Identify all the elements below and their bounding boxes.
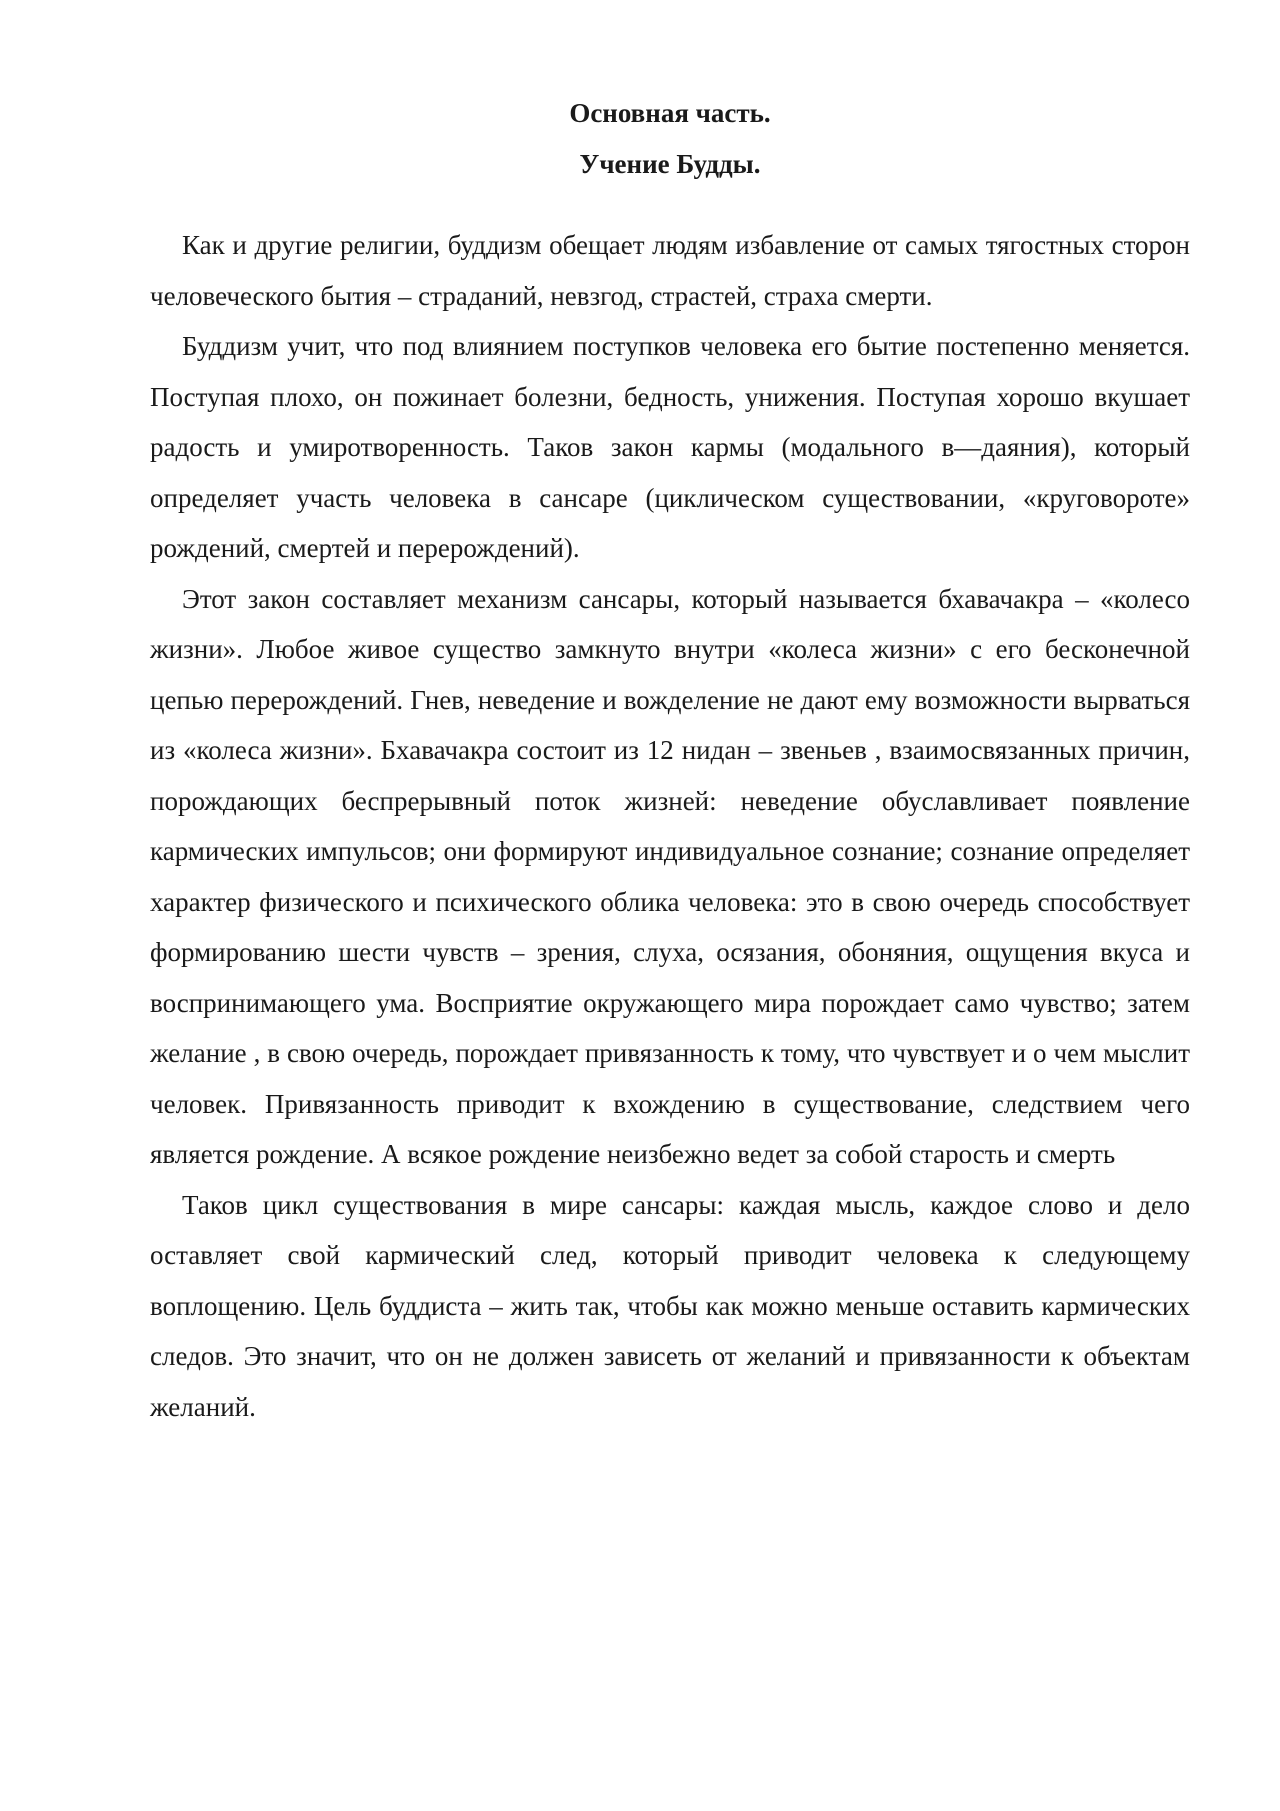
paragraph-3: Этот закон составляет механизм сансары, который называется бхавачакра – «колесо жизни». Любое живое существо замкнуто внутри «колеса жизни» с его бесконечной цепью перерождений. Гнев, неведение и вожделение не дают ему возможности вырваться из «колеса жизни». Бхавачакра состоит из 12 нидан – звеньев , взаимосвязанных причин, порождающих беспрерывный поток жизней: неведение обуславливает появление кармических импульсов; они формируют индивидуальное сознание; сознание определяет характер физического и психического облика человека: это в свою очередь способствует формированию шести чувств – зрения, слуха, осязания, обоняния, ощущения вкуса и воспринимающего ума. Восприятие окружающего мира порождает само чувство; затем желание , в свою очередь, порождает привязанность к тому, что чувствует и о чем мыслит человек. Привязанность приводит к вхождению в существование, следствием чего является рождение. А всякое рождение неизбежно ведет за собой старость и смерть (150, 583, 1190, 1169)
body-text (150, 220, 1190, 1432)
section-subheading: Учение Будды. (579, 149, 761, 179)
heading-block (150, 88, 1190, 190)
paragraph-4: Таков цикл существования в мире сансары: каждая мысль, каждое слово и дело оставляет свой кармический след, который приводит человека к следующему воплощению. Цель буддиста – жить так, чтобы как можно меньше оставить кармических следов. Это значит, что он не должен зависеть от желаний и привязанности к объектам желаний. (150, 1189, 1190, 1422)
section-heading: Основная часть. (569, 98, 771, 128)
paragraph-2: Буддизм учит, что под влиянием поступков человека его бытие постепенно меняется. Поступая плохо, он пожинает болезни, бедность, унижения. Поступая хорошо вкушает радость и умиротворенность. Таков закон кармы (модального в—даяния), который определяет участь человека в сансаре (циклическом существовании, «круговороте» рождений, смертей и перерождений). (150, 331, 1190, 563)
paragraph-1: Как и другие религии, буддизм обещает людям избавление от самых тягостных сторон человеческого бытия – страданий, невзгод, страстей, страха смерти. (150, 230, 1190, 311)
